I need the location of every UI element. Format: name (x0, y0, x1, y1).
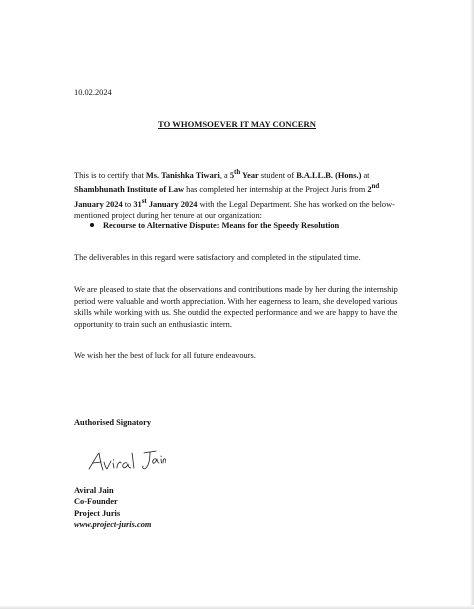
year-of-study: 5th Year (229, 168, 259, 180)
page-edge-shadow-right (470, 0, 474, 609)
intro-paragraph: This is to certify that Ms. Tanishka Tiwari, a 5th Year student of B.A.LL.B. (Hons.) at Shambhunath Institute of Law has completed her internship at the Project Juris from 2nd January 2024 to 31st January 2024 with the Legal Department. She has worked on the below-mentioned project during her tenure at our organization: (74, 168, 395, 221)
letter-heading: TO WHOMSOEVER IT MAY CONCERN (158, 119, 316, 129)
letter-date: 10.02.2024 (74, 88, 112, 97)
institute-name: Shambhunath Institute of Law (74, 185, 185, 195)
intern-name: Ms. Tanishka Tiwari (145, 170, 220, 180)
wishes-paragraph: We wish her the best of luck for all future endeavours. (74, 351, 256, 360)
authorised-signatory-label: Authorised Signatory (74, 418, 152, 427)
project-title: Recourse to Alternative Dispute: Means for the Speedy Resolution (103, 221, 340, 230)
signer-organization: Project Juris (74, 508, 121, 518)
signer-title: Co-Founder (74, 497, 118, 507)
page-edge-shadow-bottom (0, 605, 474, 609)
deliverables-paragraph: The deliverables in this regard were satisfactory and completed in the stipulated time. (74, 253, 361, 262)
signer-name: Aviral Jain (74, 486, 114, 495)
project-list-item (90, 220, 339, 232)
bullet-icon (90, 223, 94, 227)
degree: B.A.LL.B. (Hons.) (296, 170, 362, 180)
handwritten-signature (86, 447, 166, 477)
end-date: 31st January 2024 (133, 196, 198, 209)
observations-paragraph: We are pleased to state that the observations and contributions made by her during the internship period were valuable and worth appreciation. With her eagerness to learn, she developed various skills while working with us. She outdid the expected performance and we are happy to have the opportunity to train such an enthusiastic intern. (74, 285, 398, 329)
organization-website: www.project-juris.com (74, 520, 152, 530)
start-date: 2nd January 2024 (74, 182, 380, 209)
signer-details (74, 485, 151, 531)
